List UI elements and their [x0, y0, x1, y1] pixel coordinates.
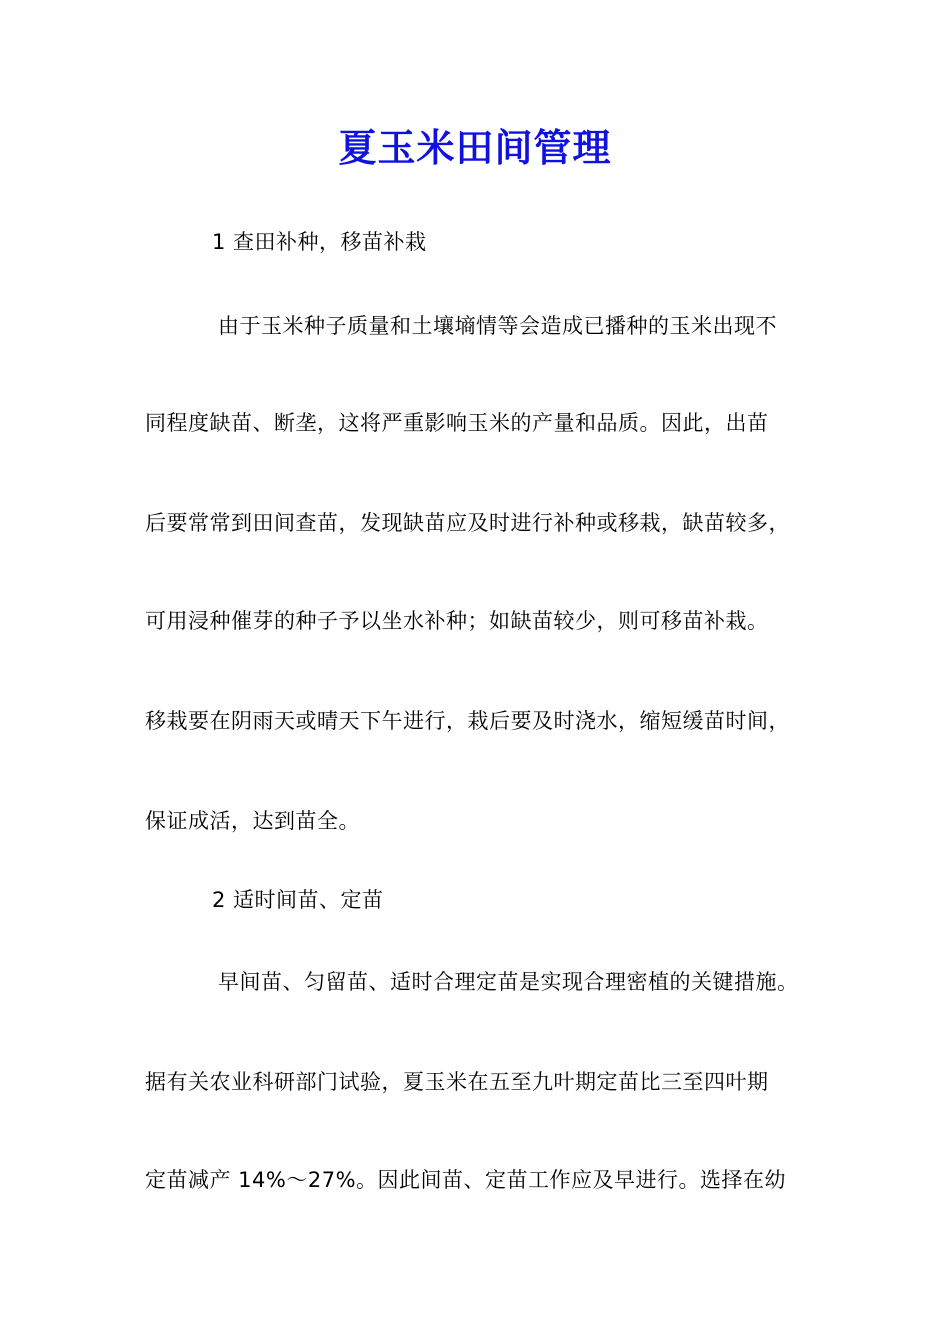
paragraph-line: 由于玉米种子质量和土壤墒情等会造成已播种的玉米出现不 — [218, 314, 777, 338]
paragraph-line: 定苗减产 14%～27%。因此间苗、定苗工作应及早进行。选择在幼 — [145, 1168, 787, 1192]
paragraph-line: 保证成活，达到苗全。 — [145, 809, 360, 833]
section-heading-2: 2 适时间苗、定苗 — [212, 888, 384, 912]
paragraph-line: 可用浸种催芽的种子予以坐水补种；如缺苗较少，则可移苗补栽。 — [145, 609, 769, 633]
paragraph-line: 移栽要在阴雨天或晴天下午进行，栽后要及时浇水，缩短缓苗时间， — [145, 709, 790, 733]
paragraph-line: 同程度缺苗、断垄，这将严重影响玉米的产量和品质。因此，出苗 — [145, 411, 769, 435]
paragraph-line: 早间苗、匀留苗、适时合理定苗是实现合理密植的关键措施。 — [218, 970, 799, 994]
page-title: 夏玉米田间管理 — [338, 125, 612, 170]
section-heading-1: 1 查田补种，移苗补栽 — [212, 230, 427, 254]
paragraph-line: 据有关农业科研部门试验，夏玉米在五至九叶期定苗比三至四叶期 — [145, 1070, 769, 1094]
paragraph-line: 后要常常到田间查苗，发现缺苗应及时进行补种或移栽，缺苗较多， — [145, 511, 790, 535]
